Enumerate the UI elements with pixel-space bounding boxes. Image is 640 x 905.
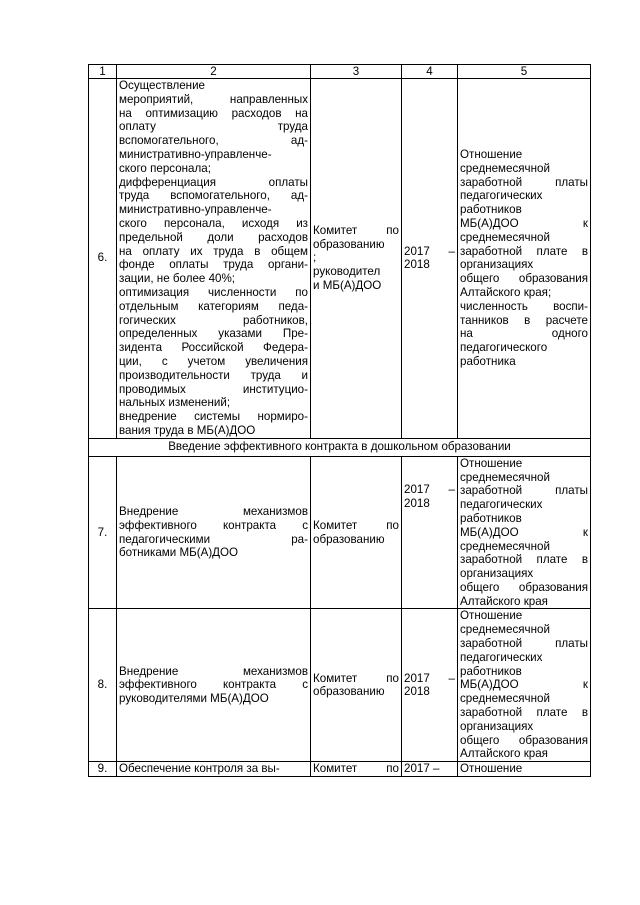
text-line: зации, не более 40%; bbox=[119, 272, 236, 286]
responsible-cell bbox=[311, 762, 402, 777]
text-line: общего образования bbox=[460, 272, 588, 286]
indicator-cell bbox=[458, 456, 591, 609]
text-line: общего образования bbox=[460, 580, 588, 594]
text-line: производительности труда и bbox=[119, 368, 308, 382]
text-line: проводимых институцио- bbox=[119, 382, 308, 396]
text-line: 2018 bbox=[404, 496, 430, 510]
text-line: оплату труда bbox=[119, 120, 308, 134]
period-cell: 2017 – bbox=[402, 762, 458, 777]
row-number: 6. bbox=[89, 79, 117, 439]
measure-cell bbox=[117, 79, 311, 439]
text-line: численность воспи- bbox=[460, 299, 588, 313]
header-col-4: 4 bbox=[402, 65, 458, 79]
header-col-5: 5 bbox=[458, 65, 591, 79]
section-title: Введение эффективного контракта в дошкольном образовании bbox=[89, 438, 591, 456]
text-line: среднемесячной bbox=[460, 539, 550, 553]
text-line: среднемесячной bbox=[460, 230, 550, 244]
text-line: ; bbox=[313, 251, 317, 265]
text-line: гогических работников, bbox=[119, 313, 308, 327]
text-line: педагогического bbox=[460, 341, 548, 355]
measures-table bbox=[88, 64, 591, 777]
text-line: предельной доли расходов bbox=[119, 230, 308, 244]
text-line: организациях bbox=[460, 567, 534, 581]
text-line: педагогических bbox=[460, 498, 543, 512]
text-line: определенных указами Пре- bbox=[119, 327, 308, 341]
table-row-7 bbox=[89, 456, 591, 609]
text-line: Внедрение механизмов bbox=[119, 664, 308, 678]
text-line: МБ(А)ДОО к bbox=[460, 678, 588, 692]
text-line: на оплату их труда в общем bbox=[119, 244, 308, 258]
text-line: Комитет по bbox=[313, 671, 399, 685]
text-line: зидента Российской Федера- bbox=[119, 341, 308, 355]
row-number: 8. bbox=[89, 609, 117, 762]
text-line: МБ(А)ДОО к bbox=[460, 216, 588, 230]
text-line: заработной платы bbox=[460, 637, 588, 651]
text-line: Комитет по bbox=[313, 223, 399, 237]
text-line: 2018 bbox=[404, 258, 430, 272]
text-line: Алтайского края bbox=[460, 747, 548, 761]
row-number: 9. bbox=[89, 762, 117, 777]
text-line: 2017 – bbox=[404, 671, 455, 685]
header-row bbox=[89, 65, 591, 79]
period-cell bbox=[402, 456, 458, 609]
text-line: министративно-управленче- bbox=[119, 203, 272, 217]
measure-cell: Обеспечение контроля за вы- bbox=[117, 762, 311, 777]
text-line: руководителями МБ(А)ДОО bbox=[119, 692, 269, 706]
header-col-3: 3 bbox=[311, 65, 402, 79]
text-line: среднемесячной bbox=[460, 692, 550, 706]
text-line: 2018 bbox=[404, 685, 430, 699]
text-line: ского персонала, исходя из bbox=[119, 216, 308, 230]
text-line: МБ(А)ДОО к bbox=[460, 525, 588, 539]
text-line: дифференциация оплаты bbox=[119, 175, 308, 189]
text-line: Алтайского края bbox=[460, 594, 548, 608]
text-line: заработной плате в bbox=[460, 706, 588, 720]
text-line: 2017 – bbox=[404, 482, 455, 496]
text-line: отдельным категориям педа- bbox=[119, 299, 308, 313]
indicator-cell bbox=[458, 79, 591, 439]
text-line: заработной плате в bbox=[460, 244, 588, 258]
period-cell bbox=[402, 609, 458, 762]
text-line: труда вспомогательного, ад- bbox=[119, 189, 308, 203]
text-line: внедрение системы нормиро- bbox=[119, 410, 308, 424]
header-col-2: 2 bbox=[117, 65, 311, 79]
text-line: работников bbox=[460, 664, 522, 678]
text-line: Комитет по bbox=[313, 518, 399, 532]
text-line: Отношение bbox=[460, 609, 523, 623]
text-line: общего образования bbox=[460, 733, 588, 747]
text-line: заработной платы bbox=[460, 484, 588, 498]
text-line: педагогическими ра- bbox=[119, 532, 308, 546]
row-number: 7. bbox=[89, 456, 117, 609]
period-cell bbox=[402, 79, 458, 439]
text-line: образованию bbox=[313, 532, 385, 546]
responsible-cell bbox=[311, 456, 402, 609]
text-line: работников bbox=[460, 203, 522, 217]
text-line: мероприятий, направленных bbox=[119, 92, 308, 106]
table-row-9 bbox=[89, 762, 591, 777]
responsible-cell bbox=[311, 79, 402, 439]
text-line: оптимизация численности по bbox=[119, 285, 308, 299]
text-line: Отношение bbox=[460, 456, 523, 470]
text-line: ботниками МБ(А)ДОО bbox=[119, 546, 239, 560]
text-line: на оптимизацию расходов на bbox=[119, 106, 308, 120]
text-line: министративно-управленче- bbox=[119, 147, 272, 161]
indicator-cell: Отношение bbox=[458, 762, 591, 777]
header-col-1: 1 bbox=[89, 65, 117, 79]
text-line: нальных изменений; bbox=[119, 396, 231, 410]
text-line: 2017 – bbox=[404, 244, 455, 258]
text-line: эффективного контракта с bbox=[119, 678, 308, 692]
indicator-cell bbox=[458, 609, 591, 762]
text-line: руководител bbox=[313, 265, 381, 279]
text-line: ции, с учетом увеличения bbox=[119, 354, 308, 368]
text-line: и МБ(А)ДОО bbox=[313, 279, 382, 293]
text-line: эффективного контракта с bbox=[119, 518, 308, 532]
text-line: работников bbox=[460, 511, 522, 525]
measure-cell bbox=[117, 456, 311, 609]
text-line: ского персонала; bbox=[119, 161, 211, 175]
text-line: организациях bbox=[460, 719, 534, 733]
text-line: работника bbox=[460, 354, 516, 368]
text-line: заработной платы bbox=[460, 175, 588, 189]
text-line: педагогических bbox=[460, 189, 543, 203]
text-line: Внедрение механизмов bbox=[119, 505, 308, 518]
text-line: педагогических bbox=[460, 650, 543, 664]
section-row bbox=[89, 438, 591, 456]
measure-cell bbox=[117, 609, 311, 762]
text-line: танников в расчете bbox=[460, 313, 588, 327]
text-line: среднемесячной bbox=[460, 161, 550, 175]
text-line: среднемесячной bbox=[460, 623, 550, 637]
text-line: Осуществление bbox=[119, 79, 206, 92]
text-line: Отношение bbox=[460, 147, 523, 161]
text-line: образованию bbox=[313, 237, 385, 251]
text-line: на одного bbox=[460, 327, 588, 341]
text-line: вания труда в МБ(А)ДОО bbox=[119, 423, 256, 437]
text-line: фонде оплаты труда органи- bbox=[119, 258, 308, 272]
text-line: образованию bbox=[313, 685, 385, 699]
responsible-cell bbox=[311, 609, 402, 762]
responsible-text: Комитет по bbox=[313, 762, 399, 776]
text-line: Алтайского края; bbox=[460, 285, 552, 299]
table-row-6 bbox=[89, 79, 591, 439]
table-row-8 bbox=[89, 609, 591, 762]
text-line: вспомогательного, ад- bbox=[119, 134, 308, 148]
text-line: организациях bbox=[460, 258, 534, 272]
text-line: заработной плате в bbox=[460, 553, 588, 567]
text-line: среднемесячной bbox=[460, 470, 550, 484]
